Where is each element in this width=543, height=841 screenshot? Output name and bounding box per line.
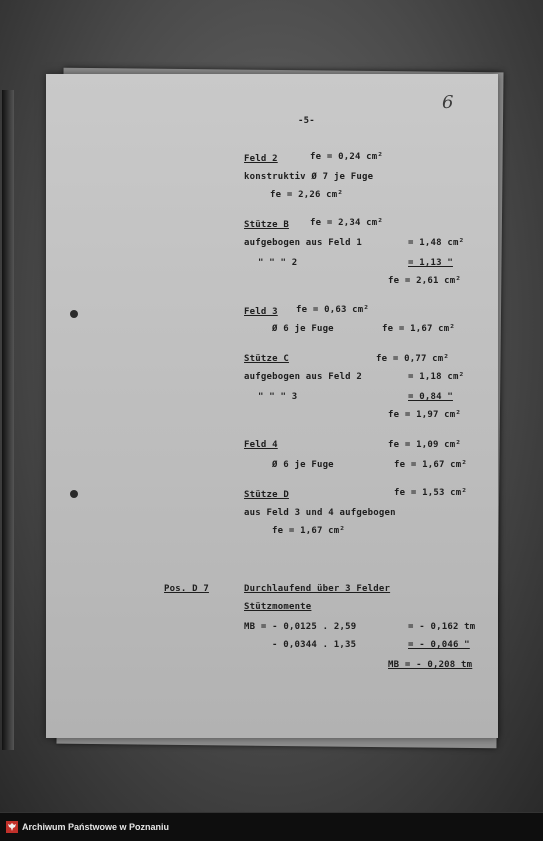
line-l21: = 0,84 "	[408, 392, 453, 402]
line-l28: fe = 1,53 cm²	[394, 488, 468, 498]
line-l19: = 1,18 cm²	[408, 372, 465, 382]
line-l3: konstruktiv Ø 7 je Fuge	[244, 172, 374, 182]
line-l31: Pos. D 7	[164, 584, 209, 594]
line-l6: fe = 2,34 cm²	[310, 218, 384, 228]
handwritten-page-number: 6	[442, 92, 454, 113]
line-l36: - 0,0344 . 1,35	[272, 640, 357, 650]
line-l24: fe = 1,09 cm²	[388, 440, 462, 450]
line-l30: fe = 1,67 cm²	[272, 526, 346, 536]
institution-name: Archiwum Państwowe w Poznaniu	[22, 822, 170, 832]
line-l33: Stützmomente	[244, 602, 312, 612]
line-l10: = 1,13 "	[408, 258, 453, 268]
line-l25: Ø 6 je Fuge	[272, 460, 334, 470]
line-l35: = - 0,162 tm	[408, 622, 476, 632]
line-l32: Durchlaufend über 3 Felder	[244, 584, 391, 594]
line-l5: Stütze B	[244, 220, 289, 230]
line-l34: MB = - 0,0125 . 2,59	[244, 622, 357, 632]
line-l27: Stütze D	[244, 490, 289, 500]
line-l8: = 1,48 cm²	[408, 238, 465, 248]
line-l4: fe = 2,26 cm²	[270, 190, 344, 200]
line-l14: Ø 6 je Fuge	[272, 324, 334, 334]
binder-edge	[2, 90, 14, 750]
line-l26: fe = 1,67 cm²	[394, 460, 468, 470]
punch-hole	[70, 310, 78, 318]
line-l17: fe = 0,77 cm²	[376, 354, 450, 364]
line-l18: aufgebogen aus Feld 2	[244, 372, 362, 382]
line-l11: fe = 2,61 cm²	[388, 276, 462, 286]
line-l16: Stütze C	[244, 354, 289, 364]
line-l9: " " " 2	[258, 258, 298, 268]
eagle-emblem-icon	[6, 821, 18, 833]
punch-hole	[70, 490, 78, 498]
line-l38: MB = - 0,208 tm	[388, 660, 473, 670]
page-marker: -5-	[298, 116, 315, 126]
line-l2: fe = 0,24 cm²	[310, 152, 384, 162]
line-l12: Feld 3	[244, 307, 278, 317]
line-l13: fe = 0,63 cm²	[296, 305, 370, 315]
line-l1: Feld 2	[244, 154, 278, 164]
line-l29: aus Feld 3 und 4 aufgebogen	[244, 508, 396, 518]
archive-footer	[0, 812, 543, 841]
line-l22: fe = 1,97 cm²	[388, 410, 462, 420]
line-l15: fe = 1,67 cm²	[382, 324, 456, 334]
line-l7: aufgebogen aus Feld 1	[244, 238, 362, 248]
line-l37: = - 0,046 "	[408, 640, 470, 650]
line-l23: Feld 4	[244, 440, 278, 450]
document-page	[46, 74, 498, 738]
line-l20: " " " 3	[258, 392, 298, 402]
